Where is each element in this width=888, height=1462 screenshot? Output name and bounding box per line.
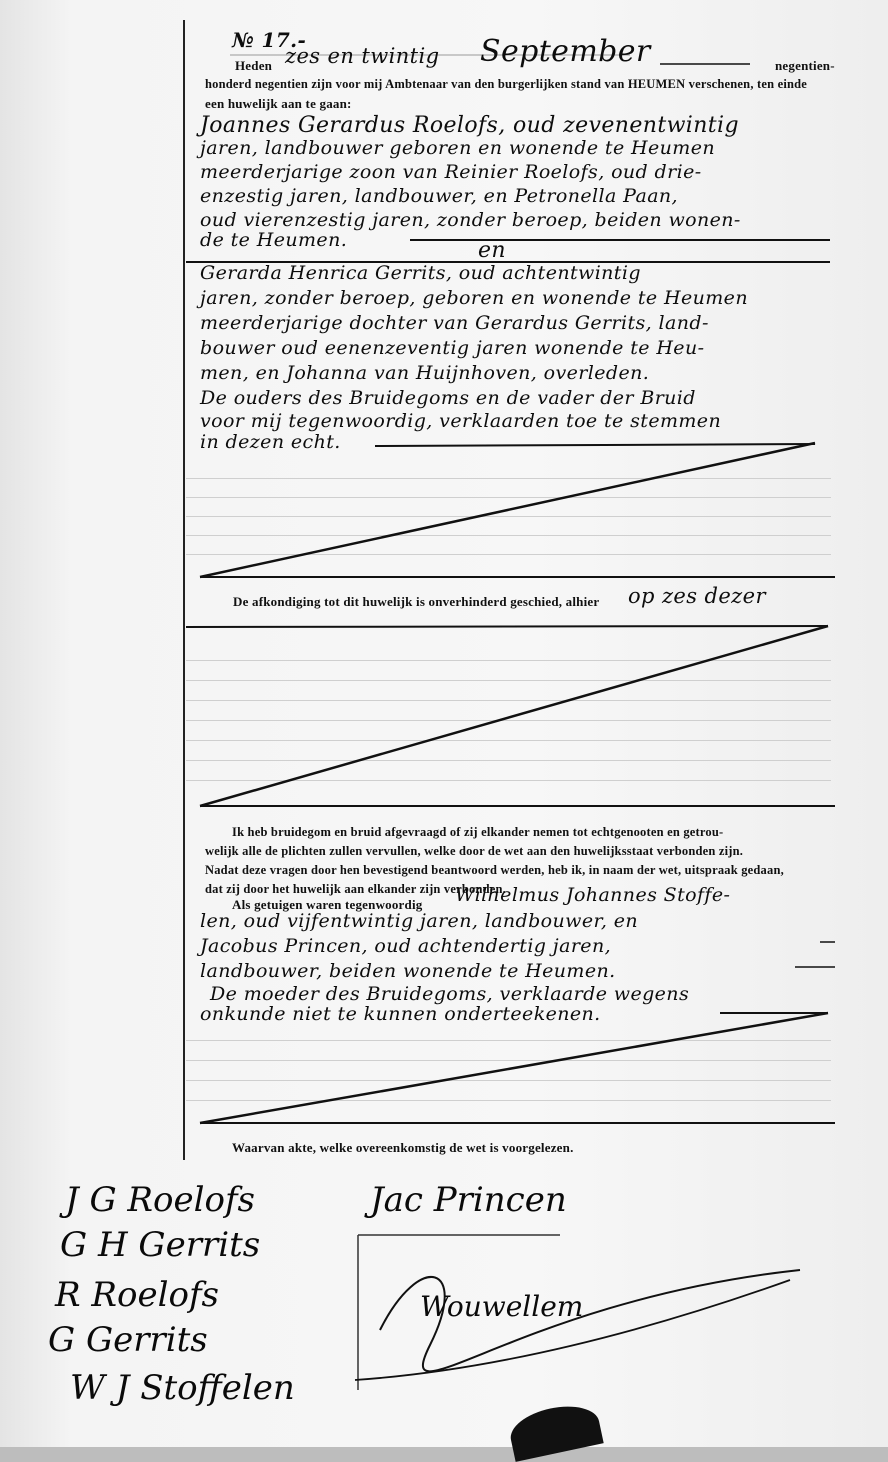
signature: G H Gerrits [60, 1225, 261, 1265]
witness-line: Jacobus Princen, oud achtendertig jaren, [200, 935, 612, 957]
signature: R Roelofs [55, 1275, 219, 1315]
signature: G Gerrits [48, 1320, 208, 1360]
witness-line: Wilhelmus Johannes Stoffe- [455, 884, 731, 906]
declaration-line: Nadat deze vragen door hen bevestigend beantwoord werden, heb ik, in naam der wet, uitspraak gedaan, [205, 863, 784, 877]
bride-line: voor mij tegenwoordig, verklaarden toe te stemmen [200, 410, 722, 432]
declaration-line: dat zij door het huwelijk aan elkander zijn verbonden. [205, 882, 506, 896]
bride-line: men, en Johanna van Huijnhoven, overleden. [200, 362, 650, 384]
bride-line: meerderjarige dochter van Gerardus Gerrits, land- [200, 312, 709, 334]
witness-line: De moeder des Bruidegoms, verklaarde wegens [210, 983, 690, 1005]
groom-line: de te Heumen. [200, 229, 348, 251]
intro-line-3: een huwelijk aan te gaan: [205, 96, 352, 111]
signature: J G Roelofs [65, 1180, 255, 1220]
bride-line: Gerarda Henrica Gerrits, oud achtentwintig [200, 262, 641, 284]
day-written: zes en twintig [285, 44, 440, 68]
signature-official: Wouwellem [420, 1290, 584, 1323]
groom-line: jaren, landbouwer geboren en wonende te Heumen [200, 137, 715, 159]
intro-end: negentien- [775, 58, 835, 73]
month-written: September [480, 34, 651, 69]
witness-line: onkunde niet te kunnen onderteekenen. [200, 1003, 601, 1025]
groom-line: Joannes Gerardus Roelofs, oud zevenentwintig [200, 113, 739, 138]
declaration-line: Ik heb bruidegom en bruid afgevraagd of zij elkander nemen tot echtgenooten en getrou- [232, 825, 724, 839]
witnesses-printed: Als getuigen waren tegenwoordig [232, 897, 423, 912]
heden-label: Heden [235, 58, 273, 73]
record-number: № 17.- [232, 28, 307, 52]
groom-line: oud vierenzestig jaren, zonder beroep, beiden wonen- [200, 209, 741, 231]
bride-line: in dezen echt. [200, 431, 341, 453]
closing-statement: Waarvan akte, welke overeenkomstig de wet is voorgelezen. [232, 1140, 574, 1155]
signature-right-top: Jac Princen [370, 1180, 567, 1220]
bride-line: De ouders des Bruidegoms en de vader der Bruid [200, 387, 696, 409]
proclamation-printed: De afkondiging tot dit huwelijk is onverhinderd geschied, alhier [233, 594, 600, 609]
bride-line: jaren, zonder beroep, geboren en wonende te Heumen [200, 287, 748, 309]
bride-line: bouwer oud eenenzeventig jaren wonende te Heu- [200, 337, 705, 359]
declaration-line: welijk alle de plichten zullen vervullen, welke door de wet aan den huwelijksstaat verbonden zijn. [205, 844, 744, 858]
proclamation-written: op zes dezer [628, 584, 766, 608]
witness-line: landbouwer, beiden wonende te Heumen. [200, 960, 616, 982]
witness-line: len, oud vijfentwintig jaren, landbouwer, en [200, 910, 639, 932]
intro-line-2: honderd negentien zijn voor mij Ambtenaar van den burgerlijken stand van HEUMEN verschenen, ten einde [205, 77, 808, 91]
en-label: en [478, 238, 506, 263]
groom-line: enzestig jaren, landbouwer, en Petronella Paan, [200, 185, 679, 207]
groom-line: meerderjarige zoon van Reinier Roelofs, oud drie- [200, 161, 702, 183]
signature: W J Stoffelen [70, 1368, 295, 1408]
